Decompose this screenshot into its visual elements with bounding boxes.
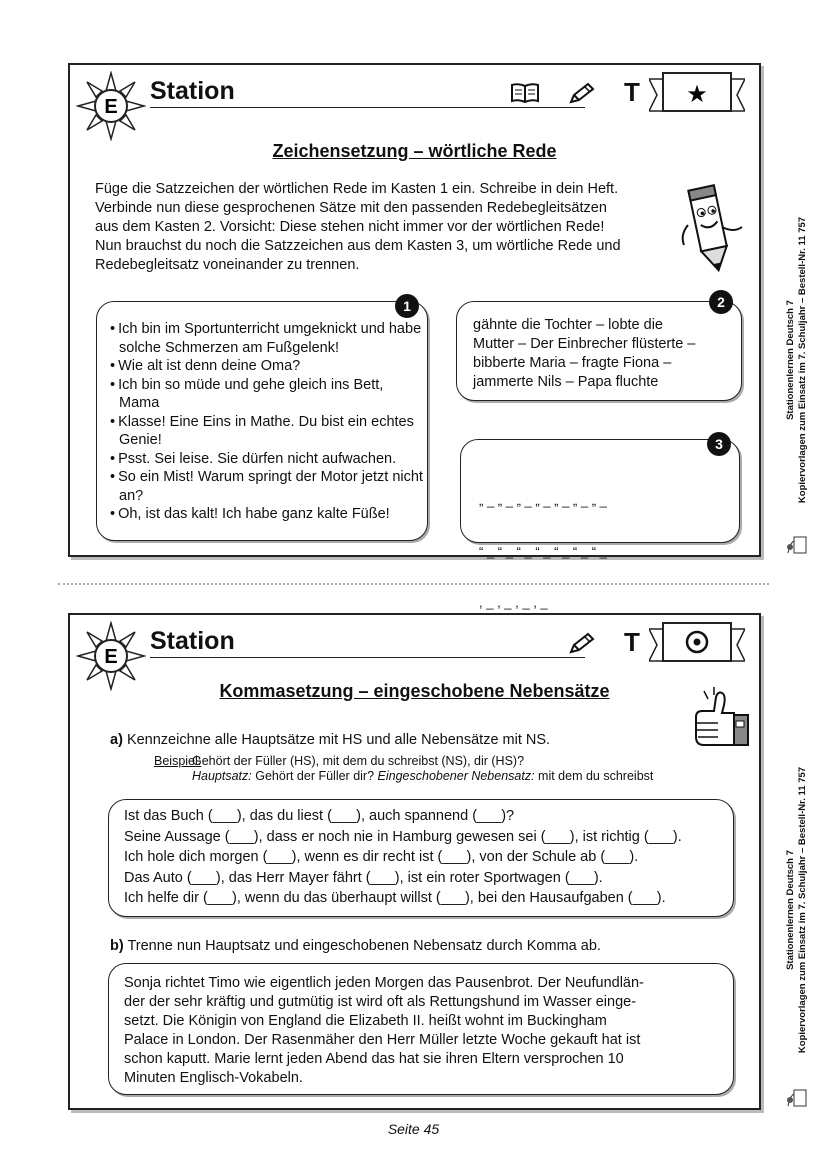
text-paragraph: Sonja richtet Timo wie eigentlich jeden Morgen das Pausenbrot. Der Neufundlän- der der sehr kräftig und gutmütig ist wird oft als Rettungshund im Wasser einge- setzt. Die Königin von England die Elizabeth II. heißt wohnt im Buckingham Palace in London. Der Rasenmäher den Herr Müller letzte Woche gekauft hat ist schon kaputt. Marie lernt jeden Abend das hat sie ihren Eltern versprochen 10 Minuten Englisch-Vokabeln. xyxy=(124,975,644,1086)
station-heading: Zeichensetzung – wörtliche Rede xyxy=(272,141,557,161)
target-icon xyxy=(687,632,707,652)
list-item: • Ich bin so müde und gehe gleich ins Bett, Mama xyxy=(107,376,425,413)
title-divider xyxy=(150,657,585,658)
publisher-logo-icon xyxy=(786,1088,808,1108)
station-heading: Kommasetzung – eingeschobene Nebensätze xyxy=(219,681,610,701)
svg-text:E: E xyxy=(104,96,118,118)
station-icons xyxy=(568,627,640,658)
station-card-1 xyxy=(68,63,761,610)
box-2 xyxy=(456,294,742,401)
list-item: Ich helfe dir (___), wenn du das überhaupt willst (___), bei den Hausaufgaben (___). xyxy=(124,890,666,906)
station-title: Station xyxy=(150,77,235,105)
svg-text:E: E xyxy=(104,646,118,668)
page-number: Seite 45 xyxy=(387,1121,440,1137)
sidebar-credit-top: Stationenlernen Deutsch 7 Kopiervorlagen zum Einsatz im 7. Schuljahr – Bestell-Nr. 11 757 xyxy=(785,216,809,504)
star-icon: ★ xyxy=(686,80,708,108)
station-card-2 xyxy=(68,613,761,1110)
list-item: • Wie alt ist denn deine Oma? xyxy=(107,357,425,376)
list-item: • Oh, ist das kalt! Ich habe ganz kalte Füße! xyxy=(107,505,425,524)
list-item: • Klasse! Eine Eins in Mathe. Du bist ein echtes Genie! xyxy=(107,413,425,450)
task-a: a) Kennzeichne alle Hauptsätze mit HS und alle Nebensätze mit NS. xyxy=(110,732,551,748)
box-a xyxy=(108,799,734,917)
box-number: 1 xyxy=(395,294,419,318)
sun-badge-icon xyxy=(76,71,146,141)
list-item: • So ein Mist! Warum springt der Motor jetzt nicht an? xyxy=(107,468,425,505)
teacher-T-icon: T xyxy=(624,627,640,657)
thumbs-up-icon xyxy=(688,687,754,753)
box-b xyxy=(108,963,734,1095)
cut-line xyxy=(58,583,769,585)
list-item: Seine Aussage (___), dass er noch nie in Hamburg gewesen sei (___), ist richtig (___). xyxy=(124,828,682,845)
box-3 xyxy=(460,436,740,610)
station-title: Station xyxy=(150,627,235,655)
teacher-T-icon: T xyxy=(624,77,640,107)
task-b: b) Trenne nun Hauptsatz und eingeschobenen Nebensatz durch Komma ab. xyxy=(110,938,601,954)
pencil-icon xyxy=(568,631,596,655)
sentences xyxy=(124,806,682,909)
speech-tags: gähnte die Tochter – lobte die Mutter – Der Einbrecher flüsterte – bibberte Maria – fragte Fiona – jammerte Nils – Papa fluchte xyxy=(473,317,696,390)
example-label: Beispiel: xyxy=(154,754,202,768)
box-number: 3 xyxy=(707,432,731,456)
list-item: Ich hole dich morgen (___), wenn es dir recht ist (___), von der Schule ab (___). xyxy=(124,849,639,865)
list-item: Ist das Buch (___), das du liest (___), auch spannend (___)? xyxy=(124,808,515,824)
punctuation-marks: „ _ „ _ „ _ „ _ „ _ „ _ „ _ “ _ “ _ “ _ “ _ “ _ “ _ “ _ , _ , _ , _ , _ xyxy=(479,493,607,610)
example: Gehört der Füller (HS), mit dem du schreibst (NS), dir (HS)? Hauptsatz: Gehört der Füller dir? Eingeschobener Nebensatz: mit dem du schreibst xyxy=(192,754,654,783)
box-1 xyxy=(96,298,428,541)
ribbon-banner xyxy=(649,621,745,665)
ribbon-banner xyxy=(649,71,745,115)
instructions: Füge die Satzzeichen der wörtlichen Rede im Kasten 1 ein. Schreibe in dein Heft. Verbinde nun diese gesprochenen Sätze mit den passenden Redebegleitsätzen aus dem Kasten 2. Vorsicht: Diese stehen nicht immer vor der wörtlichen Rede! Nun brauchst du noch die Satzzeichen aus dem Kasten 3, um wörtliche Rede und Redebegleitsatz voneinander zu trennen. xyxy=(95,181,621,273)
station-icons xyxy=(510,77,640,108)
sidebar-credit-bottom: Stationenlernen Deutsch 7 Kopiervorlagen zum Einsatz im 7. Schuljahr – Bestell-Nr. 11 757 xyxy=(785,766,809,1054)
publisher-logo-icon xyxy=(786,535,808,555)
pencil-icon xyxy=(568,81,596,105)
box-number: 2 xyxy=(709,290,733,314)
list-item: Das Auto (___), das Herr Mayer fährt (___), ist ein roter Sportwagen (___). xyxy=(124,869,603,886)
list-item: • Psst. Sei leise. Sie dürfen nicht aufwachen. xyxy=(107,450,425,469)
book-icon xyxy=(510,82,540,104)
pencil-mascot-icon xyxy=(670,175,750,275)
sentence-list xyxy=(107,320,425,524)
list-item: • Ich bin im Sportunterricht umgeknickt und habe solche Schmerzen am Fußgelenk! xyxy=(107,320,425,357)
